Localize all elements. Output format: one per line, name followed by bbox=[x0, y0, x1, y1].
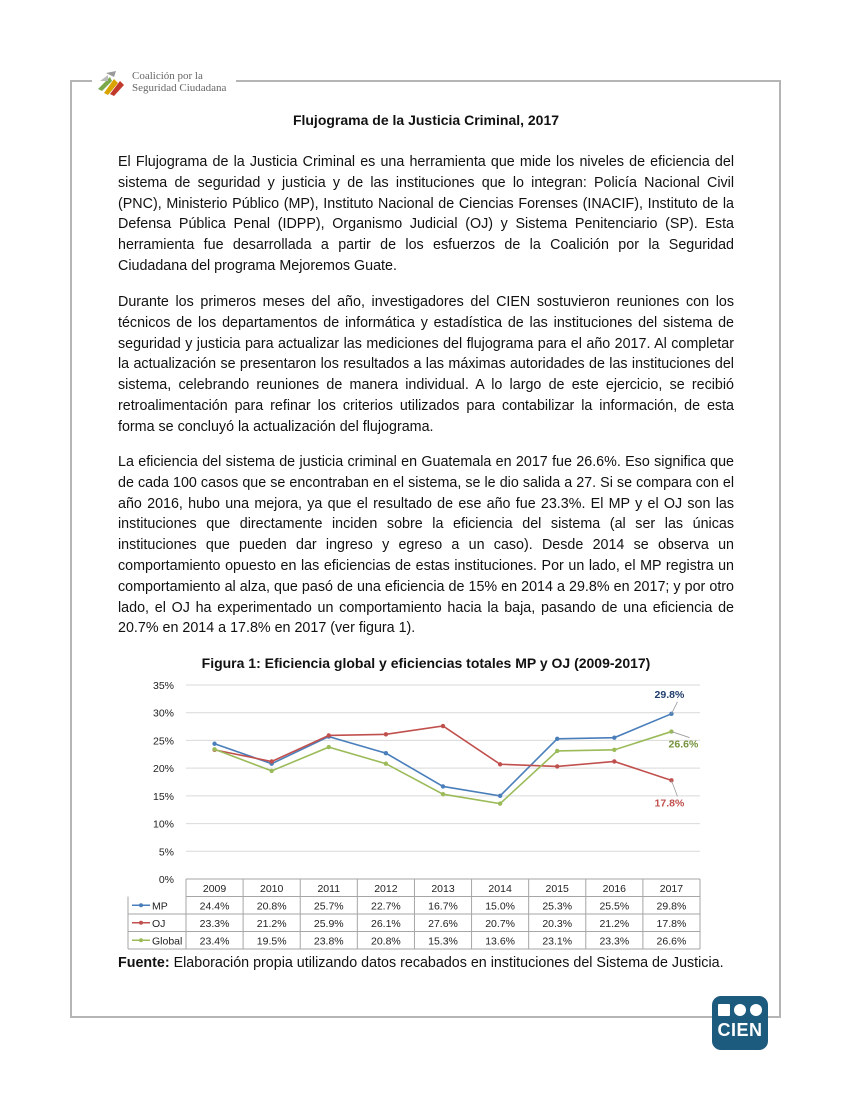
legend-marker-OJ bbox=[139, 921, 143, 925]
y-tick-label: 25% bbox=[152, 735, 174, 748]
table-cell-OJ: 21.2% bbox=[256, 918, 287, 930]
data-point-MP bbox=[612, 735, 616, 739]
data-point-MP bbox=[555, 737, 559, 741]
table-cell-Global: 15.3% bbox=[428, 935, 458, 948]
data-point-Global bbox=[612, 748, 616, 752]
data-point-MP bbox=[212, 742, 216, 746]
y-tick-label: 0% bbox=[158, 874, 174, 886]
table-cell-MP: 22.7% bbox=[370, 900, 401, 913]
x-category-label: 2012 bbox=[374, 883, 398, 895]
data-point-MP bbox=[384, 751, 388, 755]
table-cell-OJ: 26.1% bbox=[370, 918, 401, 930]
data-point-Global bbox=[555, 749, 559, 753]
table-cell-OJ: 20.7% bbox=[485, 918, 516, 930]
x-category-label: 2010 bbox=[259, 883, 284, 895]
paragraph-1: El Flujograma de la Justicia Criminal es una herramienta que mide los niveles de eficiencia del sistema de seguridad y justicia y de las instituciones que lo integran: Policía Nacional Civil (PNC), Ministerio Público (MP), Instituto Nacional de Ciencias Forenses (INACIF), Instituto de la Defensa Pública Penal (IDPP), Organismo Judicial (OJ) y Sistema Penitenciario (SP). Esta herramienta fue desarrollada a partir de los esfuerzos de la Coalición por la Seguridad Ciudadana del programa Mejoremos Guate. bbox=[118, 154, 734, 274]
data-point-Global bbox=[441, 792, 445, 796]
figure-title: Figura 1: Eficiencia global y eficiencias totales MP y OJ (2009-2017) bbox=[201, 655, 651, 671]
data-point-MP bbox=[441, 784, 445, 788]
y-tick-label: 20% bbox=[152, 763, 174, 776]
data-point-Global bbox=[327, 745, 331, 749]
data-point-OJ bbox=[498, 762, 502, 766]
y-tick-label: 15% bbox=[152, 790, 174, 803]
table-cell-MP: 29.8% bbox=[656, 900, 687, 913]
annotation-label-Global: 26.6% bbox=[668, 738, 699, 751]
data-point-Global bbox=[669, 729, 673, 733]
data-point-OJ bbox=[441, 724, 445, 728]
cien-logo bbox=[712, 996, 768, 1050]
paragraph-3: La eficiencia del sistema de justicia criminal en Guatemala en 2017 fue 26.6%. Eso significa que de cada 100 casos que se encontraban en el sistema, se le dio salida a 27. Si se compara con el año 2016, hubo una mejora, ya que el resultado de ese año fue 23.3%. El MP y el OJ son las instituciones que directamente inciden sobre la eficiencia del sistema (al ser las únicas instituciones que pueden dar ingreso y egreso a un caso). Desde 2014 se observa un comportamiento opuesto en las eficiencias de estas instituciones. Por un lado, el MP registra un comportamiento al alza, que pasó de una eficiencia de 15% en 2014 a 29.8% en 2017; y por otro lado, el OJ ha experimentado un comportamiento hacia la baja, pasando de una eficiencia de 20.7% en 2014 a 17.8% en 2017 (ver figura 1). bbox=[118, 454, 734, 637]
table-cell-MP: 24.4% bbox=[199, 900, 230, 913]
data-point-OJ bbox=[269, 759, 273, 763]
org-line-2: Seguridad Ciudadana bbox=[132, 82, 227, 94]
table-cell-Global: 23.4% bbox=[199, 935, 230, 948]
table-cell-Global: 23.3% bbox=[599, 935, 630, 948]
y-tick-label: 30% bbox=[152, 707, 174, 720]
data-point-OJ bbox=[384, 732, 388, 736]
cien-logo-text: CIEN bbox=[717, 1020, 763, 1040]
table-cell-Global: 13.6% bbox=[485, 935, 516, 948]
y-tick-label: 10% bbox=[152, 818, 174, 831]
data-point-MP bbox=[669, 712, 673, 716]
data-point-OJ bbox=[327, 733, 331, 737]
table-cell-OJ: 17.8% bbox=[656, 918, 687, 930]
data-point-Global bbox=[498, 801, 502, 805]
table-cell-Global: 23.8% bbox=[313, 935, 344, 948]
table-cell-MP: 25.5% bbox=[599, 900, 630, 913]
data-point-Global bbox=[384, 762, 388, 766]
data-point-OJ bbox=[555, 764, 559, 768]
legend-label-OJ: OJ bbox=[152, 918, 166, 930]
coalicion-logo bbox=[92, 64, 236, 100]
annotation-leader-OJ bbox=[671, 780, 677, 796]
cien-logo-dots-icon bbox=[712, 1004, 768, 1016]
table-cell-Global: 20.8% bbox=[370, 935, 401, 948]
table-cell-OJ: 25.9% bbox=[313, 918, 344, 930]
x-category-label: 2017 bbox=[659, 883, 684, 895]
annotation-leader-Global bbox=[671, 732, 689, 738]
table-cell-MP: 15.0% bbox=[485, 900, 516, 913]
x-category-label: 2014 bbox=[488, 883, 512, 895]
table-cell-OJ: 27.6% bbox=[428, 918, 458, 930]
data-point-Global bbox=[269, 769, 273, 773]
table-cell-MP: 25.3% bbox=[542, 900, 573, 913]
legend-label-Global: Global bbox=[152, 935, 183, 948]
legend-marker-Global bbox=[139, 938, 143, 942]
annotation-label-OJ: 17.8% bbox=[654, 797, 685, 810]
table-cell-MP: 16.7% bbox=[428, 900, 458, 913]
data-point-MP bbox=[498, 794, 502, 798]
table-cell-MP: 20.8% bbox=[256, 900, 287, 913]
org-line-1: Coalición por la bbox=[132, 70, 203, 82]
legend-marker-MP bbox=[139, 903, 143, 907]
y-tick-label: 5% bbox=[158, 846, 174, 859]
table-cell-OJ: 20.3% bbox=[542, 918, 573, 930]
x-category-label: 2011 bbox=[317, 883, 341, 895]
x-category-label: 2016 bbox=[602, 883, 627, 895]
table-cell-Global: 19.5% bbox=[256, 935, 287, 948]
data-point-OJ bbox=[612, 759, 616, 763]
paragraph-2: Durante los primeros meses del año, investigadores del CIEN sostuvieron reuniones con los técnicos de los departamentos de informática y estadística de las instituciones del sistema de seguridad y justicia para actualizar las mediciones del flujograma para el año 2017. Al completar la actualización se presentaron los resultados a las máximas autoridades de las instituciones del sistema, celebrando reuniones de manera individual. A lo largo de este ejercicio, se recibió retroalimentación para refinar los criterios utilizados para contabilizar la información, de esta forma se concluyó la actualización del flujograma. bbox=[118, 294, 734, 435]
x-category-label: 2013 bbox=[431, 883, 455, 895]
x-category-label: 2009 bbox=[202, 883, 227, 895]
efficiency-line-chart bbox=[110, 675, 710, 950]
legend-label-MP: MP bbox=[152, 900, 168, 913]
source-label: Fuente: bbox=[118, 955, 170, 971]
table-cell-Global: 26.6% bbox=[656, 935, 687, 948]
series-line-OJ bbox=[215, 726, 672, 780]
x-category-label: 2015 bbox=[545, 883, 569, 895]
y-tick-label: 35% bbox=[152, 680, 174, 692]
document-title: Flujograma de la Justicia Criminal, 2017 bbox=[292, 112, 560, 128]
figure-source bbox=[118, 953, 734, 974]
table-cell-Global: 23.1% bbox=[542, 935, 573, 948]
data-point-Global bbox=[212, 747, 216, 751]
annotation-label-MP: 29.8% bbox=[654, 688, 685, 701]
table-cell-OJ: 21.2% bbox=[599, 918, 630, 930]
table-cell-MP: 25.7% bbox=[313, 900, 344, 913]
coalicion-logo-icon bbox=[96, 67, 126, 97]
annotation-leader-MP bbox=[671, 702, 677, 714]
coalicion-logo-text bbox=[132, 70, 226, 94]
source-text: Elaboración propia utilizando datos recabados en instituciones del Sistema de Justicia. bbox=[169, 955, 724, 971]
table-cell-OJ: 23.3% bbox=[199, 918, 230, 930]
